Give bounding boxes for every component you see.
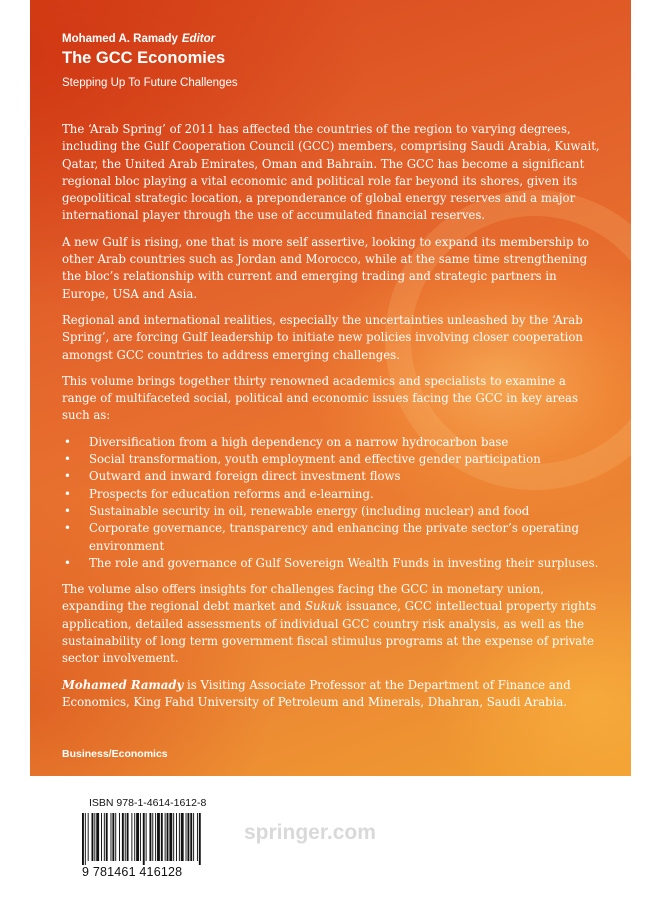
barcode-bar — [143, 813, 145, 865]
author-bio-text: is Visiting Associate Professor at the Department of Finance and Economics, King Fahd University of Petroleum and Minerals, Dhahran, Saudi Arabia. — [62, 677, 571, 709]
paragraph-3: Regional and international realities, especially the uncertainties unleashed by the ‘Arab Spring’, are forcing Gulf leadership to initiate new policies involving closer cooperation amongst GCC countries to address emerging challenges. — [62, 312, 583, 362]
barcode-bar — [193, 813, 194, 861]
barcode — [80, 813, 240, 865]
bullet-item — [62, 486, 602, 503]
barcode-bar — [155, 813, 156, 861]
sukuk-term: Sukuk — [305, 599, 343, 614]
barcode-bar — [157, 813, 160, 861]
barcode-bar — [131, 813, 132, 861]
blurb — [62, 121, 602, 720]
isbn-label: ISBN 978-1-4614-1612-8 — [89, 797, 207, 809]
bullet-marker: • — [64, 434, 71, 449]
bullet-marker: • — [64, 469, 71, 484]
bullet-item — [62, 468, 602, 485]
bullet-marker: • — [64, 452, 71, 467]
bullet-marker: • — [64, 521, 71, 536]
closing-text-end: issuance, GCC intellectual property rights application, detailed assessments of individual GCC country risk analysis, as well as the sustainability of long term government fiscal stimulus programs at the expense of private sector involvement. — [62, 599, 597, 666]
bullet-marker: • — [64, 503, 71, 518]
paragraph-1: The ‘Arab Spring’ of 2011 has affected the countries of the region to varying degrees, including the Gulf Cooperation Council (GCC) members, comprising Saudi Arabia, Kuwait, Qatar, the United Arab Emirates, Oman and Bahrain. The GCC has become a significant regional bloc playing a vital economic and political role far beyond its shores, given its geopolitical strategic location, a preponderance of global energy reserves and a major international player through the use of accumulated financial reserves. — [62, 122, 600, 223]
barcode-bar — [119, 813, 120, 861]
barcode-bar — [187, 813, 189, 861]
barcode-bar — [94, 813, 95, 861]
barcode-bar — [82, 813, 84, 865]
barcode-bar — [199, 813, 201, 865]
barcode-bar — [179, 813, 180, 861]
barcode-bar — [161, 813, 163, 861]
barcode-bar — [181, 813, 184, 861]
bullet-list — [62, 434, 602, 572]
editor-role: Editor — [181, 33, 216, 45]
barcode-bar — [176, 813, 177, 861]
barcode-bar — [122, 813, 124, 861]
bullet-marker: • — [64, 486, 71, 501]
barcode-bar — [152, 813, 153, 861]
bullet-text: The role and governance of Gulf Sovereign Wealth Funds in investing their surpluses. — [89, 555, 599, 570]
paragraph-2: A new Gulf is rising, one that is more self assertive, looking to expand its membership to other Arab countries such as Jordan and Morocco, while at the same time strengthening the bloc’s relationship with current and emerging trading and strategic partners in Europe, USA and Asia. — [62, 234, 589, 301]
barcode-bar — [134, 813, 135, 861]
barcode-bar — [104, 813, 105, 861]
barcode-bar — [115, 813, 116, 861]
barcode-bar — [149, 813, 151, 861]
bullet-item — [62, 434, 602, 451]
bullet-item — [62, 555, 602, 572]
publisher-url: springer.com — [244, 821, 376, 844]
barcode-bar — [165, 813, 166, 861]
barcode-bar — [190, 813, 192, 861]
bullet-item — [62, 520, 602, 555]
bullet-text: Corporate governance, transparency and enhancing the private sector’s operating environment — [89, 521, 579, 553]
barcode-bar — [186, 813, 187, 861]
book-subtitle: Stepping Up To Future Challenges — [62, 77, 238, 89]
paragraph-closing — [62, 581, 602, 667]
barcode-bar — [197, 813, 198, 861]
category-label: Business/Economics — [62, 748, 168, 760]
bullet-item — [62, 503, 602, 520]
barcode-bar — [92, 813, 94, 861]
barcode-bar — [167, 813, 169, 861]
barcode-bar — [106, 813, 108, 861]
author-name: Mohamed Ramady — [62, 677, 184, 692]
barcode-bar — [140, 813, 141, 861]
barcode-bar — [169, 813, 172, 861]
barcode-bar — [85, 813, 86, 865]
barcode-bar — [173, 813, 174, 861]
barcode-digits: 9 781461 416128 — [82, 865, 183, 879]
barcode-bar — [146, 813, 147, 861]
barcode-bar — [136, 813, 139, 861]
back-cover — [30, 0, 631, 776]
bullet-text: Sustainable security in oil, renewable energy (including nuclear) and food — [89, 503, 530, 518]
bullet-text: Diversification from a high dependency on a narrow hydrocarbon base — [89, 434, 509, 449]
editor-name: Mohamed A. Ramady — [62, 33, 178, 45]
barcode-bar — [101, 813, 102, 861]
bullet-text: Social transformation, youth employment and effective gender participation — [89, 452, 541, 467]
bullet-marker: • — [64, 555, 71, 570]
editor-line — [62, 33, 215, 49]
barcode-bar — [125, 813, 126, 861]
closing-text-start: The volume also offers insights for challenges facing the GCC in monetary union, expanding the regional debt market and — [62, 582, 545, 614]
paragraph-4: This volume brings together thirty renowned academics and specialists to examine a range of multifaceted social, political and economic issues facing the GCC in key areas such as: — [62, 373, 579, 423]
bullet-text: Outward and inward foreign direct investment flows — [89, 469, 401, 484]
barcode-bar — [111, 813, 112, 861]
author-bio — [62, 677, 602, 712]
bullet-text: Prospects for education reforms and e-learning. — [89, 486, 374, 501]
bullet-item — [62, 451, 602, 468]
barcode-bar — [127, 813, 129, 861]
barcode-bar — [112, 813, 114, 861]
book-title: The GCC Economies — [62, 49, 226, 67]
barcode-bar — [88, 813, 89, 861]
barcode-bar — [96, 813, 99, 861]
